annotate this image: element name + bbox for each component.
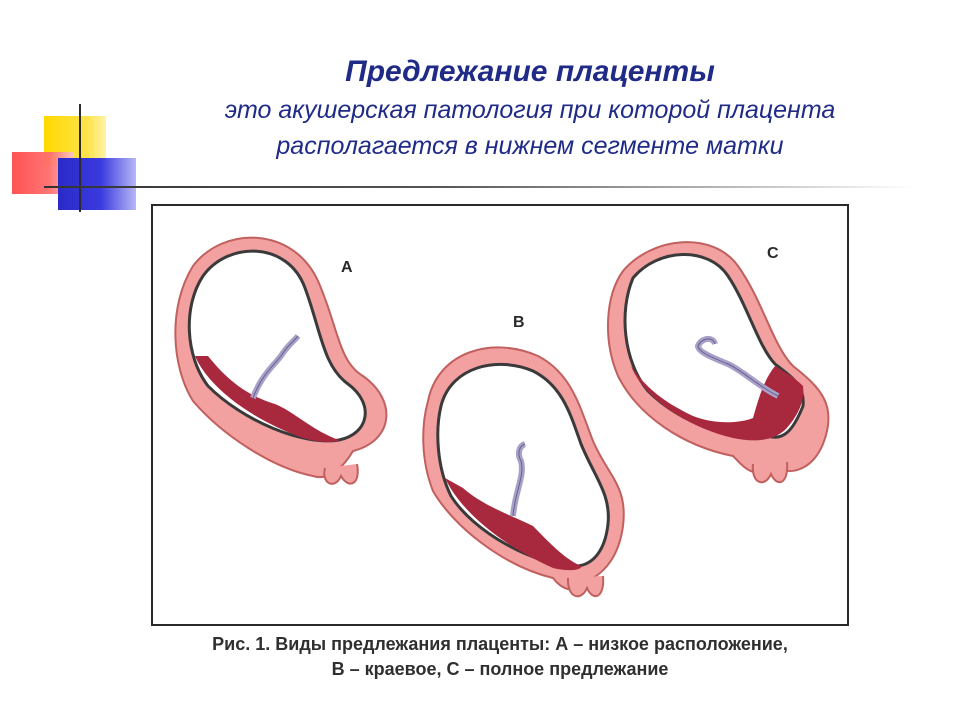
uterus-illustration-b <box>423 347 624 596</box>
slide-subtitle-line1: это акушерская патология при которой плацента <box>224 96 836 124</box>
panel-label-a: A <box>341 259 353 276</box>
slide-title: Предлежание плаценты <box>345 55 715 88</box>
title-block <box>150 52 910 164</box>
placenta-types-illustration <box>153 206 847 624</box>
slide-subtitle-line2: располагается в нижнем сегменте матки <box>276 132 784 160</box>
panel-label-c: C <box>767 245 779 262</box>
figure-caption <box>140 632 860 682</box>
vertical-divider-line <box>79 104 81 212</box>
blue-square-decoration <box>58 158 136 210</box>
panel-label-b: B <box>513 314 525 331</box>
uterus-illustration-c <box>608 242 829 482</box>
figure-caption-line2: В – краевое, С – полное предлежание <box>331 659 669 679</box>
horizontal-divider-line <box>44 186 914 188</box>
figure-caption-line1: Рис. 1. Виды предлежания плаценты: А – низкое расположение, <box>212 634 788 654</box>
figure-frame <box>151 204 849 626</box>
uterus-illustration-a <box>175 238 386 484</box>
